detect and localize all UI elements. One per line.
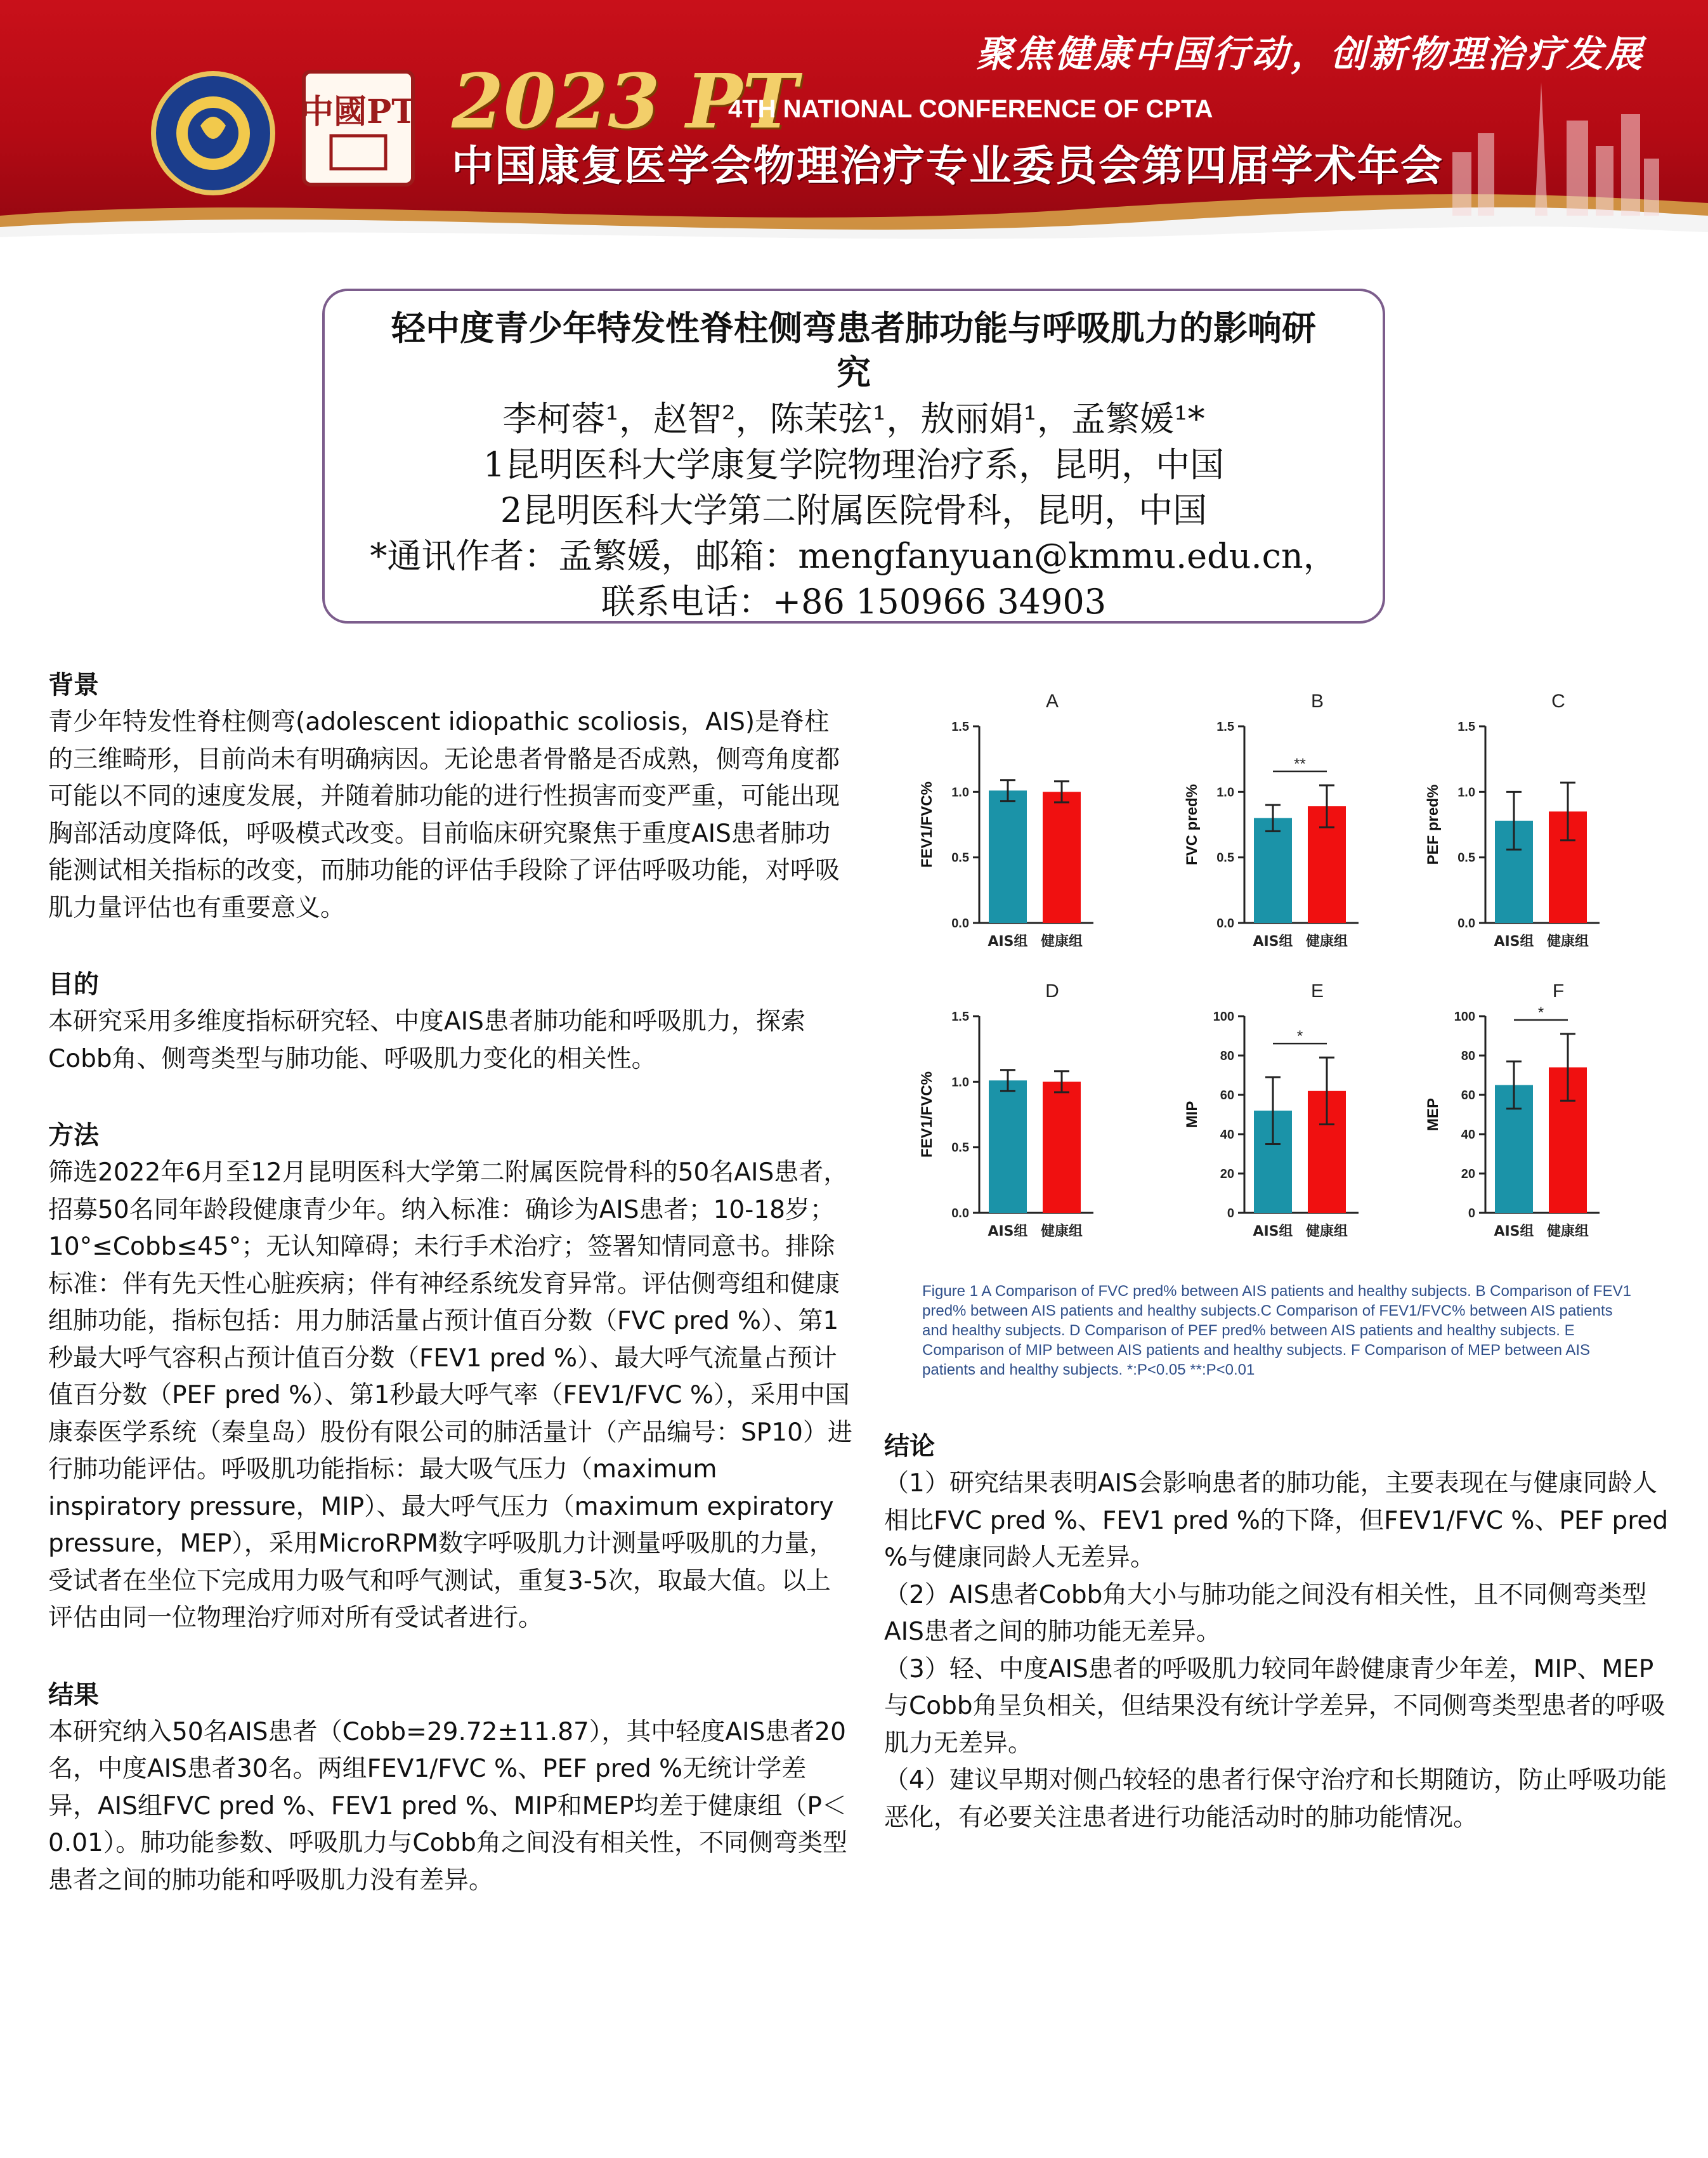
chart-a-ylabel: FEV1/FVC% (918, 781, 935, 868)
chart-d-title: D (1045, 981, 1059, 1002)
chart-f-ytick-label: 20 (1461, 1167, 1475, 1181)
chart-c-ylabel: PEF pred% (1424, 784, 1442, 865)
chart-e-xtick-label: 健康组 (1305, 1224, 1348, 1239)
chart-e-ytick-label: 80 (1220, 1049, 1234, 1063)
chart-d-ytick-label: 0.0 (951, 1207, 969, 1220)
affiliation-2: 2昆明医科大学第二附属医院骨科，昆明，中国 (500, 490, 1208, 530)
chart-b-ytick-label: 0.5 (1216, 851, 1234, 865)
correspondence-phone: 联系电话：+86 150966 34903 (601, 582, 1107, 622)
china-pt-logo (302, 70, 415, 186)
chart-c-ytick-label: 0.0 (1457, 917, 1475, 931)
chart-d-ytick-label: 1.5 (951, 1010, 969, 1024)
chart-d-xtick-label: AIS组 (988, 1224, 1028, 1239)
objective-body: 本研究采用多维度指标研究轻、中度AIS患者肺功能和呼吸肌力，探索Cobb角、侧弯类型与肺功能、呼吸肌力变化的相关性。 (48, 1007, 805, 1073)
background-body: 青少年特发性脊柱侧弯(adolescent idiopathic scoliosis，AIS)是脊柱的三维畸形，目前尚未有明确病因。无论患者骨骼是否成熟，侧弯角度都可能以不同的速度发展，并随着肺功能的进行性损害而变严重，可能出现胸部活动度降低，呼吸模式改变。目前临床研究聚焦于重度AIS患者肺功能测试相关指标的改变，而肺功能的评估手段除了评估呼吸功能，对呼吸肌力量评估也有重要意义。 (48, 708, 840, 922)
chart-f-xtick-label: 健康组 (1546, 1224, 1589, 1239)
chart-f-sig-label: * (1537, 1004, 1544, 1021)
chart-b-ytick-label: 1.0 (1216, 785, 1234, 800)
chart-d-ytick-label: 1.0 (951, 1075, 969, 1090)
chart-d-bar-ais (989, 1080, 1027, 1213)
chart-a-xtick-label: AIS组 (988, 934, 1028, 950)
paper-title: 轻中度青少年特发性脊柱侧弯患者肺功能与呼吸肌力的影响研究 (391, 308, 1316, 393)
conclusion-item-1: （1）研究结果表明AIS会影响患者的肺功能，主要表现在与健康同龄人相比FVC pred %、FEV1 pred %的下降，但FEV1/FVC %、PEF pred %与健康同龄人无差异。 (884, 1469, 1669, 1572)
chart-f-ytick-label: 40 (1461, 1128, 1475, 1142)
chart-b-ytick-label: 1.5 (1216, 720, 1234, 734)
figure-1 (884, 682, 1645, 1386)
conclusion-item-4: （4）建议早期对侧凸较轻的患者行保守治疗和长期随访，防止呼吸功能恶化，有必要关注患者进行功能活动时的肺功能情况。 (884, 1766, 1667, 1832)
conclusion-heading: 结论 (884, 1432, 935, 1461)
chart-a-ytick-label: 1.0 (951, 785, 969, 800)
chart-f-ytick-label: 0 (1468, 1207, 1475, 1220)
chart-b-sig-label: ** (1294, 755, 1306, 773)
chart-a-ytick-label: 1.5 (951, 720, 969, 734)
chart-f-ylabel: MEP (1424, 1097, 1442, 1132)
chart-a-bar-healthy (1043, 792, 1081, 923)
chart-b-xtick-label: AIS组 (1253, 934, 1293, 950)
left-column (48, 666, 854, 1938)
chart-d-xtick-label: 健康组 (1040, 1224, 1083, 1239)
paper-header-box (322, 289, 1385, 624)
figure-caption: Figure 1 A Comparison of FVC pred% between AIS patients and healthy subjects. B Comparison of FEV1 pred% between AIS patients and healthy subjects.C Comparison of FEV1/FVC% between AIS patients and healthy subjects. D Comparison of PEF pred% between AIS patients and healthy subjects. E Comparison of MIP between AIS patients and healthy subjects. F Comparison of MEP between AIS patients and healthy subjects. *:P<0.05 **:P<0.01 (922, 1283, 1631, 1378)
logo-text: 中國PT (306, 93, 411, 131)
chart-a-ytick-label: 0.5 (951, 851, 969, 865)
results-heading: 结果 (48, 1680, 99, 1710)
chart-a-title: A (1045, 691, 1059, 712)
chart-d-ylabel: FEV1/FVC% (918, 1071, 935, 1158)
chart-e-ylabel: MIP (1183, 1101, 1201, 1128)
chart-b-title: B (1310, 691, 1324, 712)
chart-a-bar-ais (989, 790, 1027, 923)
chart-a-xtick-label: 健康组 (1040, 934, 1083, 950)
chart-f-ytick-label: 100 (1454, 1010, 1475, 1024)
background-heading: 背景 (48, 670, 99, 700)
conference-banner (0, 0, 1708, 249)
chart-c-xtick-label: 健康组 (1546, 934, 1589, 950)
conference-name-en: 4TH NATIONAL CONFERENCE OF CPTA (728, 95, 1213, 123)
chart-d-bar-healthy (1043, 1082, 1081, 1213)
conclusion-item-3: （3）轻、中度AIS患者的呼吸肌力较同年龄健康青少年差，MIP、MEP与Cobb角呈负相关，但结果没有统计学差异，不同侧弯类型患者的呼吸肌力无差异。 (884, 1654, 1666, 1758)
methods-heading: 方法 (48, 1121, 99, 1150)
chart-e-title: E (1310, 981, 1324, 1002)
objective-heading: 目的 (48, 970, 99, 999)
chart-b-xtick-label: 健康组 (1305, 934, 1348, 950)
conclusion-item-2: （2）AIS患者Cobb角大小与肺功能之间没有相关性，且不同侧弯类型AIS患者之间的肺功能无差异。 (884, 1580, 1647, 1646)
chart-f-ytick-label: 60 (1461, 1089, 1475, 1102)
conference-name-cn: 中国康复医学会物理治疗专业委员会第四届学术年会 (452, 141, 1444, 190)
methods-body: 筛选2022年6月至12月昆明医科大学第二附属医院骨科的50名AIS患者，招募50名同年龄段健康青少年。纳入标准：确诊为AIS患者；10-18岁；10°≤Cobb≤45°；无认知障碍；未行手术治疗；签署知情同意书。排除标准：伴有先天性心脏疾病；伴有神经系统发育异常。评估侧弯组和健康组肺功能，指标包括：用力肺活量占预计值百分数（FVC pred %）、第1秒最大呼气容积占预计值百分数（FEV1 pred %）、最大呼气流量占预计值百分数（PEF pred %）、第1秒最大呼气率（FEV1/FVC %），采用中国康泰医学系统（秦皇岛）股份有限公司的肺活量计（产品编号：SP10）进行肺功能评估。呼吸肌功能指标：最大吸气压力（maximum inspiratory pressure，MIP）、最大呼气压力（maximum expiratory pressure，MEP），采用MicroRPM数字呼吸肌力计测量呼吸肌的力量，受试者在坐位下完成用力吸气和呼气测试，重复3-5次，取最大值。以上评估由同一位物理治疗师对所有受试者进行。 (48, 1158, 852, 1632)
chart-c-ytick-label: 1.5 (1457, 720, 1475, 734)
chart-b-ytick-label: 0.0 (1216, 917, 1234, 931)
chart-e-sig-label: * (1296, 1028, 1303, 1045)
chart-e-ytick-label: 0 (1227, 1207, 1234, 1220)
cara-logo (151, 71, 275, 195)
chart-b-ylabel: FVC pred% (1183, 783, 1201, 866)
chart-c-ytick-label: 1.0 (1457, 785, 1475, 800)
right-column (884, 1427, 1671, 1836)
chart-d-ytick-label: 0.5 (951, 1141, 969, 1155)
chart-e-ytick-label: 40 (1220, 1128, 1234, 1142)
chart-b-bar-ais (1254, 818, 1292, 923)
chart-e-ytick-label: 20 (1220, 1167, 1234, 1181)
city-skyline-icon (1446, 76, 1662, 216)
chart-e-ytick-label: 100 (1213, 1010, 1234, 1024)
chart-e-ytick-label: 60 (1220, 1089, 1234, 1102)
correspondence-email: *通讯作者：孟繁媛，邮箱：mengfanyuan@kmmu.edu.cn， (370, 536, 1338, 576)
results-body: 本研究纳入50名AIS患者（Cobb=29.72±11.87），其中轻度AIS患者20名，中度AIS患者30名。两组FEV1/FVC %、PEF pred %无统计学差异，AIS组FVC pred %、FEV1 pred %、MIP和MEP均差于健康组（P＜0.01）。肺功能参数、呼吸肌力与Cobb角之间没有相关性，不同侧弯类型患者之间的肺功能和呼吸肌力没有差异。 (48, 1717, 847, 1895)
chart-e-xtick-label: AIS组 (1253, 1224, 1293, 1239)
conference-year: 2023 PT (452, 57, 799, 145)
chart-f-ytick-label: 80 (1461, 1049, 1475, 1063)
banner-slogan: 聚焦健康中国行动，创新物理治疗发展 (975, 32, 1645, 75)
cara-emblem-icon (156, 76, 270, 190)
chart-c-title: C (1551, 691, 1565, 712)
chart-a-ytick-label: 0.0 (951, 917, 969, 931)
chart-f-title: F (1552, 981, 1565, 1002)
bar-chart-grid (884, 682, 1645, 1278)
chart-c-xtick-label: AIS组 (1494, 934, 1534, 950)
affiliation-1: 1昆明医科大学康复学院物理治疗系，昆明，中国 (483, 445, 1225, 485)
author-list: 李柯蓉¹，赵智²，陈茉弦¹，敖丽娟¹，孟繁媛¹* (502, 399, 1205, 439)
chart-c-ytick-label: 0.5 (1457, 851, 1475, 865)
chart-f-xtick-label: AIS组 (1494, 1224, 1534, 1239)
